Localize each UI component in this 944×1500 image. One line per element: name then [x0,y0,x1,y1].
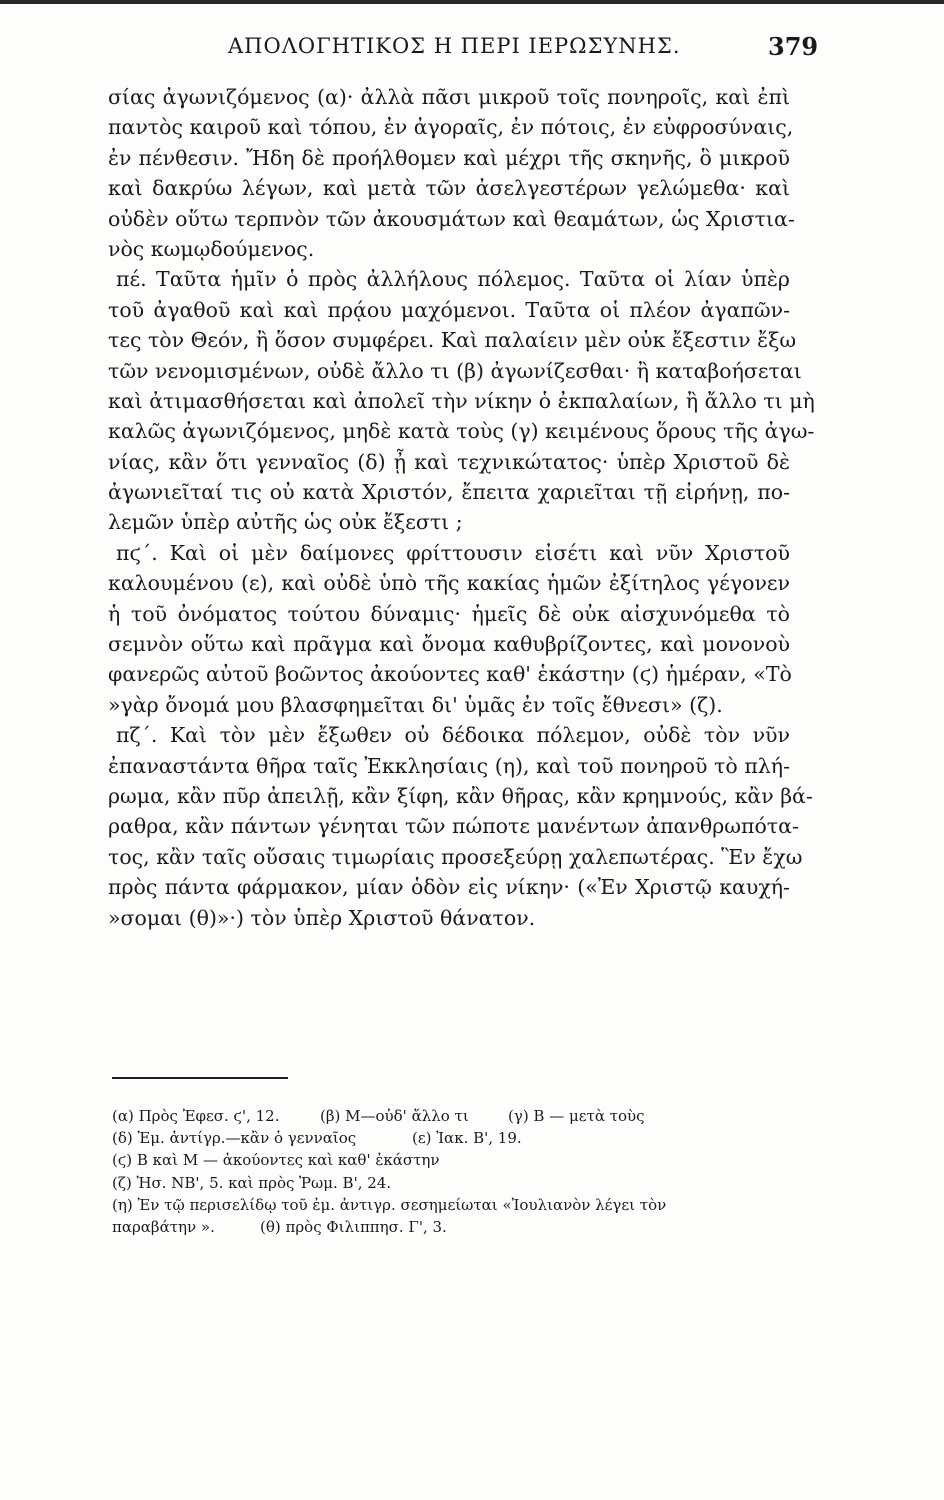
text-line: καλῶς ἀγωνιζόμενος, μηδὲ κατὰ τοὺς (γ) κειμένους ὅρους τῆς ἀγω- [108,419,815,444]
footnote-line [112,1105,792,1127]
text-line: ἐν πένθεσιν. Ἤδη δὲ προήλθομεν καὶ μέχρι τῆς σκηνῆς, ὃ μικροῦ [108,145,790,170]
text-line: τος, κἂν ταῖς οὔσαις τιμωρίαις προσεξεύρῃ χαλεπωτέρας. Ἓν ἔχω [108,844,803,869]
footnote-entry: (γ) Β — μετὰ τοὺς [508,1107,645,1125]
footnote-line [112,1127,792,1149]
text-line: πζ΄. Καὶ τὸν μὲν ἔξωθεν οὐ δέδοικα πόλεμον, οὐδὲ τὸν νῦν [116,723,790,748]
text-line: καλουμένου (ε), καὶ οὐδὲ ὑπὸ τῆς κακίας ἡμῶν ἐξίτηλος γέγονεν [108,571,790,596]
footnote-entry: (ζ) Ἡσ. ΝΒ', 5. καὶ πρὸς Ῥωμ. Β', 24. [112,1173,392,1192]
text-line: ραθρα, κἂν πάντων γένηται τῶν πώποτε μανέντων ἀπανθρωπότα- [108,814,799,839]
text-line: φανερῶς αὐτοῦ βοῶντος ἀκούοντες καθ' ἑκάστην (ϛ) ἡμέραν, «Τὸ [108,662,792,687]
text-line: »σομαι (θ)»·) τὸν ὑπὲρ Χριστοῦ θάνατον. [108,905,536,930]
page-number: 379 [768,32,819,61]
footnote-entry: (ε) Ἰακ. Β', 19. [412,1129,522,1148]
main-text [108,82,815,933]
text-line: »γὰρ ὄνομά μου βλασφημεῖται δι' ὑμᾶς ἐν τοῖς ἔθνεσι» (ζ). [108,692,723,717]
text-line: ἐπαναστάντα θῆρα ταῖς Ἐκκλησίαις (η), καὶ τοῦ πονηροῦ τὸ πλή- [108,753,790,778]
text-line: καὶ δακρύω λέγων, καὶ μετὰ τῶν ἀσελγεστέρων γελώμεθα· καὶ [108,176,790,201]
footnote-entry: (δ) Ἐμ. ἀντίγρ.—κἂν ὁ γενναῖος [112,1129,357,1148]
footnote-line [112,1194,792,1216]
text-line: νίας, κἂν ὅτι γενναῖος (δ) ᾖ καὶ τεχνικώτατος· ὑπὲρ Χριστοῦ δὲ [108,449,790,474]
text-line: τοῦ ἀγαθοῦ καὶ καὶ πρᾴου μαχόμενοι. Ταῦτα οἱ πλέον ἀγαπῶν- [108,297,790,322]
text-line: σεμνὸν οὕτω καὶ πρᾶγμα καὶ ὄνομα καθυβρίζοντες, καὶ μονονοὺ [108,632,790,657]
footnote-entry: (α) Πρὸς Ἐφεσ. ϛ', 12. [112,1107,280,1125]
footnote-entry: (η) Ἐν τῷ περισελίδῳ τοῦ ἐμ. ἀντιγρ. σεσημείωται «Ἰουλιανὸν λέγει τὸν [112,1195,667,1214]
text-line: ἀγωνιεῖταί τις οὐ κατὰ Χριστόν, ἔπειτα χαριεῖται τῇ εἰρήνῃ, πο- [108,480,790,505]
top-edge-line [0,0,944,4]
footnote-entry: παραβάτην ». [112,1217,215,1236]
text-line: καὶ ἀτιμασθήσεται καὶ ἀπολεῖ τὴν νίκην ὁ ἐκπαλαίων, ἢ ἄλλο τι μὴ [108,388,815,413]
text-line: τῶν νενομισμένων, οὐδὲ ἄλλο τι (β) ἀγωνίζεσθαι· ἢ καταβοήσεται [108,358,802,383]
text-line: τες τὸν Θεόν, ἢ ὅσον συμφέρει. Καὶ παλαίειν μὲν οὐκ ἔξεστιν ἔξω [108,328,797,353]
footnote-entry: (θ) πρὸς Φιλιππησ. Γ', 3. [260,1217,447,1236]
text-line: οὐδὲν οὕτω τερπνὸν τῶν ἀκουσμάτων καὶ θεαμάτων, ὡς Χριστια- [108,206,795,231]
running-title: ΑΠΟΛΟΓΗΤΙΚΟΣ Η ΠΕΡΙ ΙΕΡΩΣΥΝΗΣ. [228,34,681,58]
text-line: νὸς κωμῳδούμενος. [108,236,315,261]
footnote-line [112,1216,792,1238]
footnote-line [112,1172,792,1194]
text-line: πρὸς πάντα φάρμακον, μίαν ὁδὸν εἰς νίκην· («Ἐν Χριστῷ καυχή- [108,875,790,900]
text-line: ρωμα, κἂν πῦρ ἀπειλῇ, κἂν ξίφη, κἂν θῆρας, κἂν κρημνούς, κἂν βά- [108,783,813,808]
footnote-entry: (β) Μ—οὐδ' ἄλλο τι [320,1107,469,1125]
text-line: λεμῶν ὑπὲρ αὐτῆς ὡς οὐκ ἔξεστι ; [108,510,463,535]
footnotes [112,1105,792,1238]
footnote-line [112,1149,792,1171]
text-line: ἡ τοῦ ὀνόματος τούτου δύναμις· ἡμεῖς δὲ οὐκ αἰσχυνόμεθα τὸ [108,601,790,626]
footnote-rule [112,1077,288,1079]
text-line: σίας ἀγωνιζόμενος (α)· ἀλλὰ πᾶσι μικροῦ τοῖς πονηροῖς, καὶ ἐπὶ [108,85,790,109]
text-line: πϛ΄. Καὶ οἱ μὲν δαίμονες φρίττουσιν εἰσέτι καὶ νῦν Χριστοῦ [116,540,790,565]
text-line: πέ. Ταῦτα ἡμῖν ὁ πρὸς ἀλλήλους πόλεμος. Ταῦτα οἱ λίαν ὑπὲρ [116,267,790,292]
footnote-entry: (ϛ) Β καὶ Μ — ἀκούοντες καὶ καθ' ἑκάστην [112,1151,440,1170]
text-line: παντὸς καιροῦ καὶ τόπου, ἐν ἀγοραῖς, ἐν πότοις, ἐν εὐφροσύναις, [108,115,794,140]
